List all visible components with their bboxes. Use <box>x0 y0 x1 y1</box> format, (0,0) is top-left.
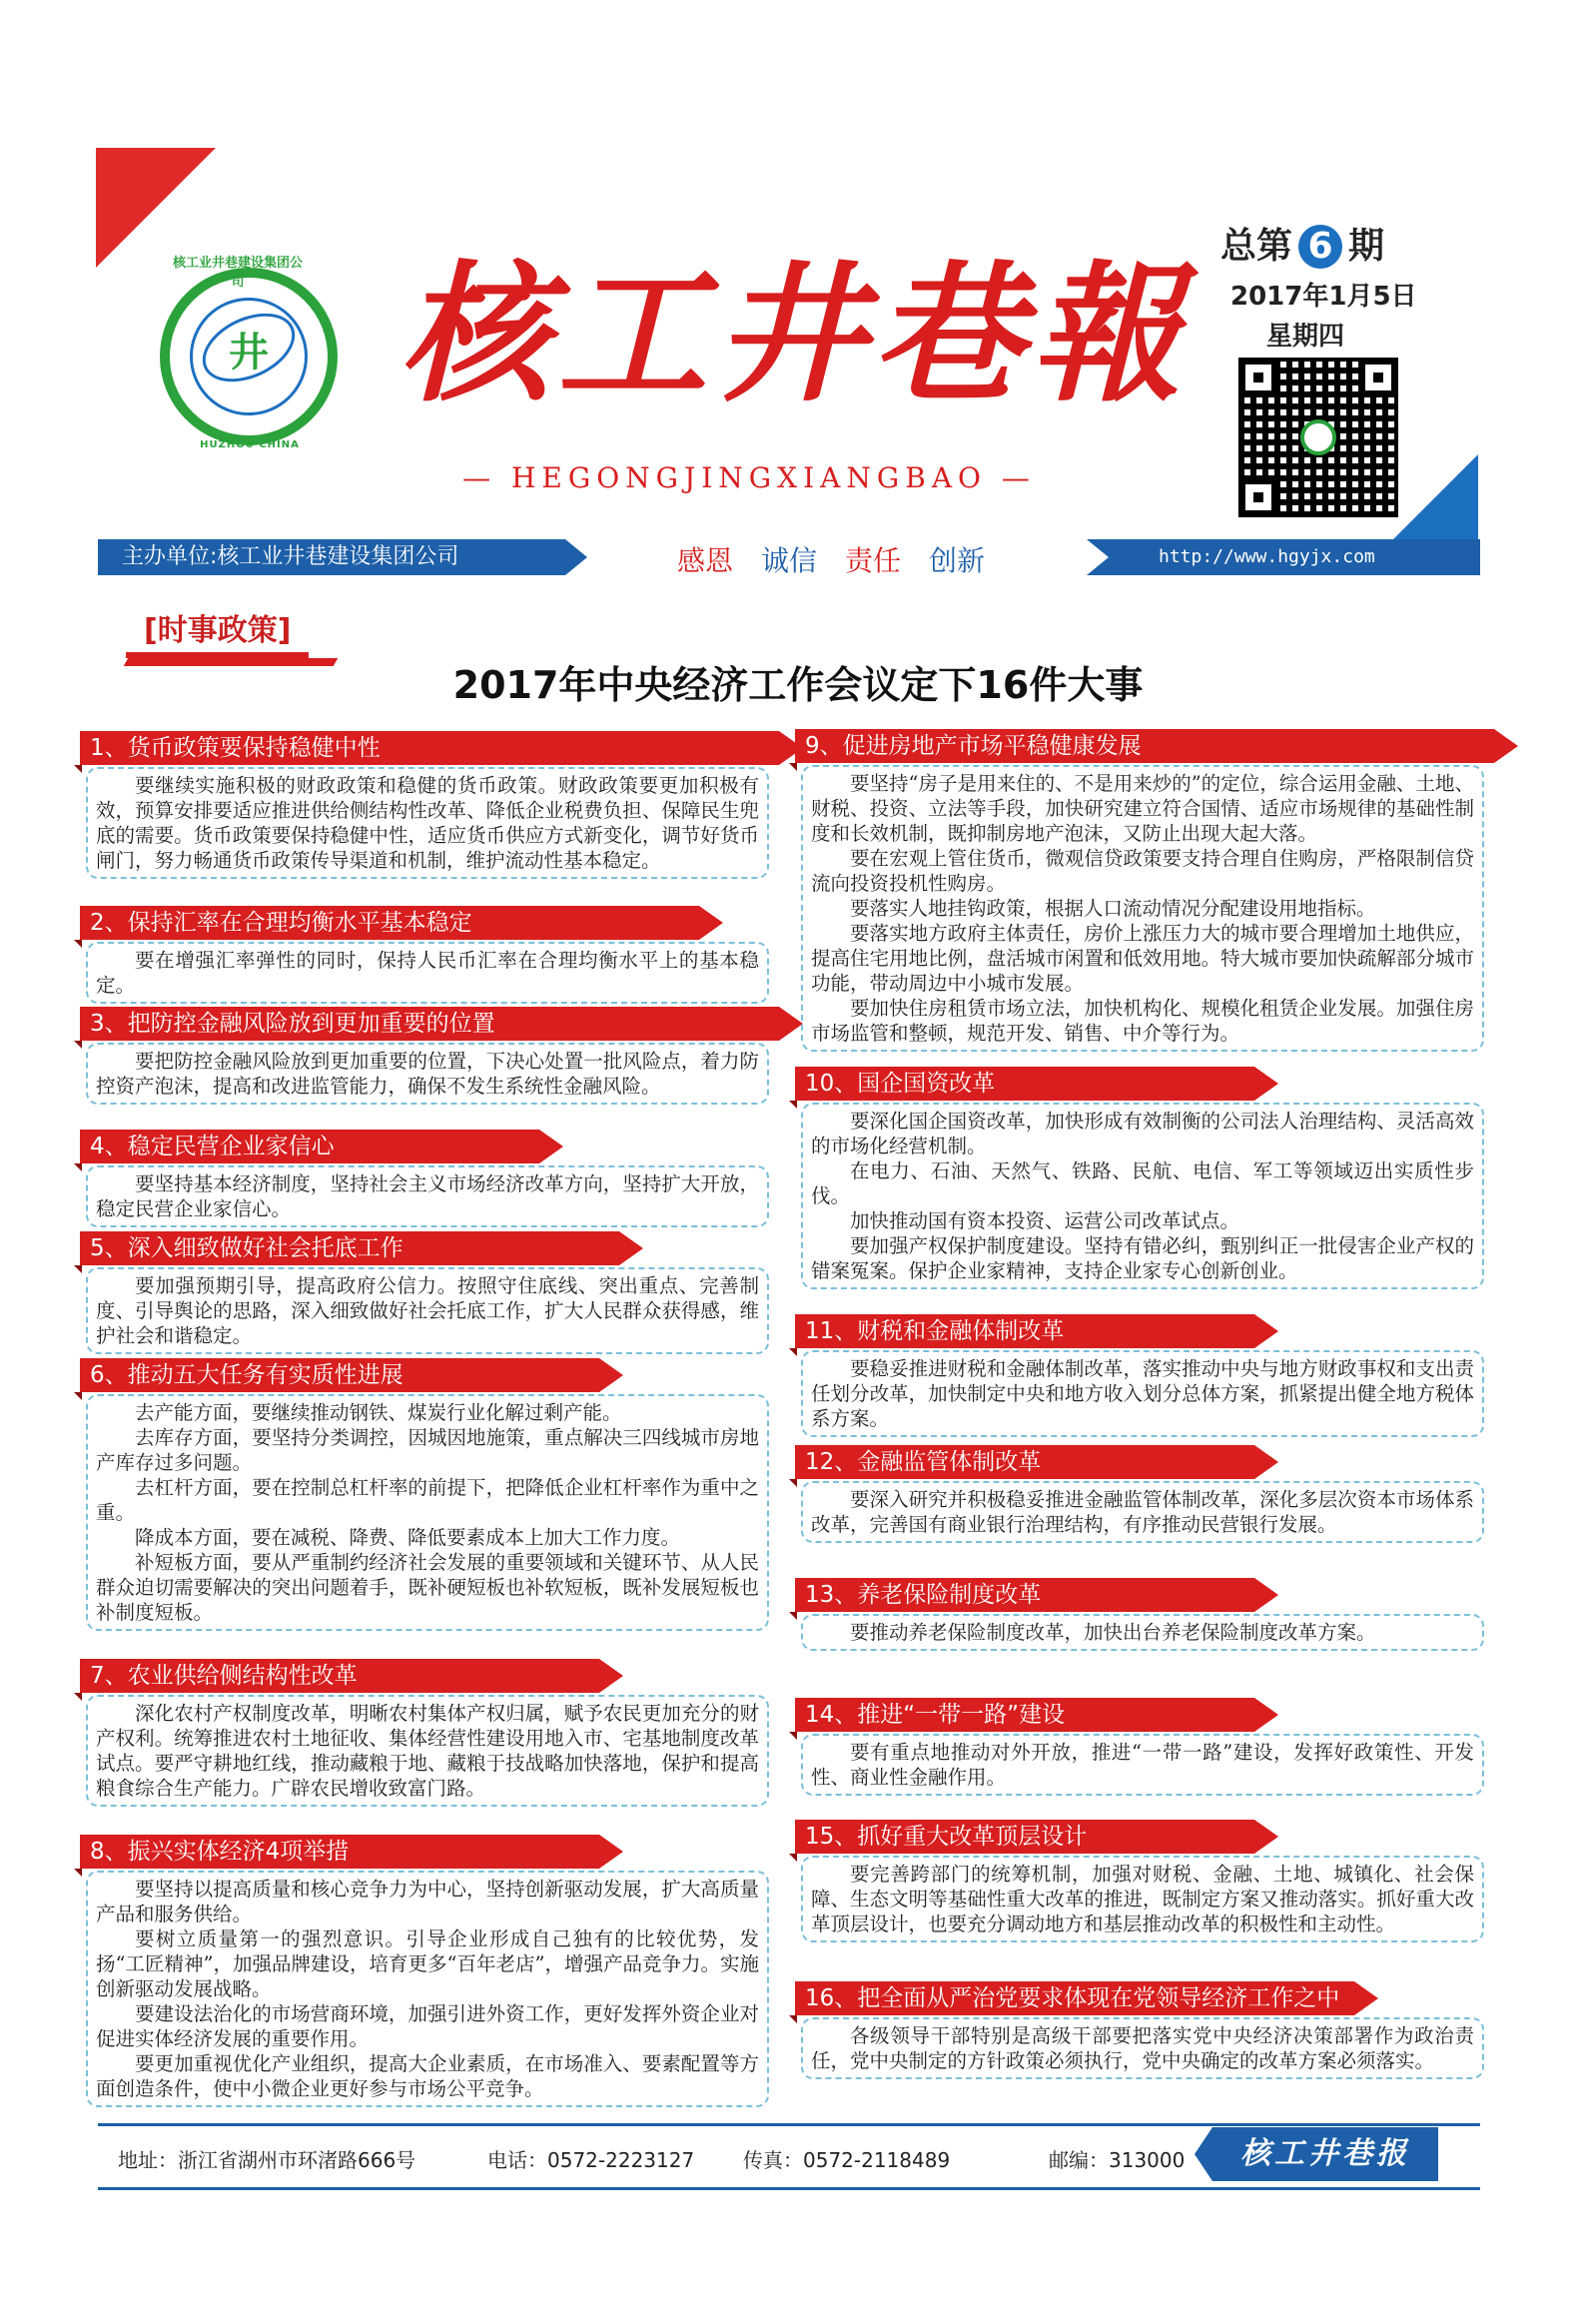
article-heading: 7、农业供给侧结构性改革 <box>80 1659 599 1693</box>
article-body <box>801 1614 1484 1651</box>
footer-postcode: 邮编：313000 <box>1049 2148 1186 2172</box>
article-body <box>801 1103 1484 1289</box>
article-paragraph: 补短板方面，要从严重制约经济社会发展的重要领域和关键环节、从人民群众迫切需要解决的突出问题着手，既补硬短板也补软短板，既补发展短板也补制度短板。 <box>96 1551 759 1624</box>
article-paragraph: 要在宏观上管住货币，微观信贷政策要支持合理自住购房，严格限制信贷流向投资投机性购房。 <box>811 847 1474 895</box>
article-heading: 5、深入细致做好社会托底工作 <box>80 1231 619 1265</box>
article-paragraph: 要坚持“房子是用来住的、不是用来炒的”的定位，综合运用金融、土地、财税、投资、立法等手段，加快研究建立符合国情、适应市场规律的基础性制度和长效机制，既抑制房地产泡沫，又防止出现大起大落。 <box>811 772 1474 845</box>
article-paragraph: 要坚持以提高质量和核心竞争力为中心，坚持创新驱动发展，扩大高质量产品和服务供给。 <box>96 1878 759 1925</box>
article-body <box>801 2017 1484 2079</box>
article-item <box>80 1007 769 1105</box>
article-body <box>86 767 769 879</box>
article-paragraph: 要更加重视优化产业组织，提高大企业素质，在市场准入、要素配置等方面创造条件，使中小微企业更好参与市场公平竞争。 <box>96 2052 759 2100</box>
article-body <box>86 942 769 1004</box>
article-item <box>80 1231 769 1354</box>
qr-code[interactable] <box>1238 358 1398 517</box>
article-heading: 4、稳定民营企业家信心 <box>80 1130 539 1163</box>
article-paragraph: 要加强产权保护制度建设。坚持有错必纠，甄别纠正一批侵害企业产权的错案冤案。保护企业家精神，支持企业家专心创新创业。 <box>811 1234 1474 1282</box>
article-item <box>795 1314 1484 1437</box>
article-item <box>80 1130 769 1227</box>
website-link[interactable]: http://www.hgyjx.com <box>1087 539 1480 575</box>
article-paragraph: 要加快住房租赁市场立法，加快机构化、规模化租赁企业发展。加强住房市场监管和整顿，规范开发、销售、中介等行为。 <box>811 997 1474 1045</box>
article-body <box>86 1695 769 1807</box>
sponsor-label: 主办单位:核工业井巷建设集团公司 <box>98 539 565 575</box>
article-body <box>86 1394 769 1631</box>
article-item <box>795 729 1484 1052</box>
article-paragraph: 要深入研究并积极稳妥推进金融监管体制改革，深化多层次资本市场体系改革，完善国有商业银行治理结构，有序推动民营银行发展。 <box>811 1488 1474 1536</box>
article-paragraph: 去杠杆方面，要在控制总杠杆率的前提下，把降低企业杠杆率作为重中之重。 <box>96 1476 759 1524</box>
article-heading: 10、国企国资改革 <box>795 1067 1254 1101</box>
corner-red-triangle <box>96 148 216 268</box>
article-body <box>86 1267 769 1354</box>
footer-bottom-divider <box>98 2187 1480 2190</box>
article-item <box>795 1445 1484 1543</box>
article-item <box>795 1981 1484 2079</box>
footer-fax: 传真：0572-2118489 <box>743 2148 951 2172</box>
article-heading: 2、保持汇率在合理均衡水平基本稳定 <box>80 906 699 940</box>
article-paragraph: 要落实地方政府主体责任，房价上涨压力大的城市要合理增加土地供应，提高住宅用地比例，盘活城市闲置和低效用地。特大城市要加快疏解部分城市功能，带动周边中小城市发展。 <box>811 922 1474 995</box>
article-paragraph: 要完善跨部门的统筹机制，加强对财税、金融、土地、城镇化、社会保障、生态文明等基础性重大改革的推进，既制定方案又推动落实。抓好重大改革顶层设计，也要充分调动地方和基层推动改革的积极性和主动性。 <box>811 1863 1474 1935</box>
article-paragraph: 加快推动国有资本投资、运营公司改革试点。 <box>850 1209 1240 1232</box>
article-paragraph: 在电力、石油、天然气、铁路、民航、电信、军工等领域迈出实质性步伐。 <box>811 1159 1474 1207</box>
article-body <box>801 765 1484 1052</box>
article-paragraph: 深化农村产权制度改革，明晰农村集体产权归属，赋予农民更加充分的财产权利。统筹推进农村土地征收、集体经营性建设用地入市、宅基地制度改革试点。要严守耕地红线，推动藏粮于地、藏粮于技战略加快落地，保护和提高粮食综合生产能力。广辟农民增收致富门路。 <box>96 1702 759 1800</box>
footer-address: 地址：浙江省湖州市环渚路666号 <box>118 2148 416 2172</box>
newspaper-title: 核工井巷報 <box>399 247 1190 422</box>
article-heading: 15、抓好重大改革顶层设计 <box>795 1820 1254 1854</box>
article-body <box>86 1165 769 1227</box>
masthead-banner <box>98 539 1480 575</box>
article-heading: 11、财税和金融体制改革 <box>795 1314 1254 1348</box>
footer-divider <box>98 2123 1480 2126</box>
article-item <box>80 1659 769 1807</box>
article-item <box>795 1698 1484 1796</box>
article-heading: 1、货币政策要保持稳健中性 <box>80 731 779 765</box>
article-item <box>80 731 769 879</box>
article-paragraph: 要深化国企国资改革，加快形成有效制衡的公司法人治理结构、灵活高效的市场化经营机制。 <box>811 1110 1474 1157</box>
company-logo: 井 核工业井巷建设集团公司 HUZHOU CHINA <box>160 268 338 445</box>
article-paragraph: 要稳妥推进财税和金融体制改革，落实推动中央与地方财政事权和支出责任划分改革，加快制定中央和地方收入划分总体方案，抓紧提出健全地方税体系方案。 <box>811 1357 1474 1430</box>
footer-brand: 核工井巷报 <box>1212 2127 1438 2181</box>
headline: 2017年中央经济工作会议定下16件大事 <box>452 663 1144 707</box>
article-paragraph: 要有重点地推动对外开放，推进“一带一路”建设，发挥好政策性、开发性、商业性金融作用。 <box>811 1741 1474 1789</box>
article-paragraph: 去库存方面，要坚持分类调控，因城因地施策，重点解决三四线城市房地产库存过多问题。 <box>96 1426 759 1474</box>
section-tag: [时事政策] <box>126 610 309 658</box>
article-paragraph: 各级领导干部特别是高级干部要把落实党中央经济决策部署作为政治责任，党中央制定的方针政策必须执行，党中央确定的改革方案必须落实。 <box>811 2024 1474 2072</box>
issue-number: 总第 6 期 <box>1220 226 1385 267</box>
article-item <box>80 906 769 1004</box>
article-paragraph: 降成本方面，要在减税、降费、降低要素成本上加大工作力度。 <box>135 1526 681 1549</box>
article-paragraph: 去产能方面，要继续推动钢铁、煤炭行业化解过剩产能。 <box>135 1401 622 1424</box>
article-body <box>86 1043 769 1105</box>
article-heading: 6、推动五大任务有实质性进展 <box>80 1358 599 1392</box>
article-body <box>801 1856 1484 1942</box>
article-body <box>86 1871 769 2107</box>
article-heading: 16、把全面从严治党要求体现在党领导经济工作之中 <box>795 1981 1354 2015</box>
article-item <box>80 1358 769 1631</box>
article-heading: 12、金融监管体制改革 <box>795 1445 1254 1479</box>
footer-phone: 电话：0572-2223127 <box>487 2148 695 2172</box>
article-heading: 9、促进房地产市场平稳健康发展 <box>795 729 1494 763</box>
article-paragraph: 要加强预期引导，提高政府公信力。按照守住底线、突出重点、完善制度、引导舆论的思路，深入细致做好社会托底工作，扩大人民群众获得感，维护社会和谐稳定。 <box>96 1274 759 1347</box>
article-item <box>80 1835 769 2107</box>
article-paragraph: 要建设法治化的市场营商环境，加强引进外资工作，更好发挥外资企业对促进实体经济发展的重要作用。 <box>96 2002 759 2050</box>
slogans: 感恩 诚信 责任 创新 <box>676 544 986 577</box>
article-heading: 13、养老保险制度改革 <box>795 1578 1254 1612</box>
issue-weekday: 星期四 <box>1266 322 1345 352</box>
article-paragraph: 要推动养老保险制度改革，加快出台养老保险制度改革方案。 <box>850 1621 1376 1644</box>
article-paragraph: 要坚持基本经济制度，坚持社会主义市场经济改革方向，坚持扩大开放，稳定民营企业家信心。 <box>96 1172 759 1220</box>
article-paragraph: 要在增强汇率弹性的同时，保持人民币汇率在合理均衡水平上的基本稳定。 <box>96 949 759 997</box>
article-heading: 14、推进“一带一路”建设 <box>795 1698 1254 1732</box>
article-item <box>795 1578 1484 1651</box>
article-paragraph: 要树立质量第一的强烈意识。引导企业形成自己独有的比较优势，发扬“工匠精神”，加强品牌建设，培育更多“百年老店”，增强产品竞争力。实施创新驱动发展战略。 <box>96 1927 759 2000</box>
article-heading: 8、振兴实体经济4项举措 <box>80 1835 599 1869</box>
article-body <box>801 1350 1484 1437</box>
issue-date: 2017年1月5日 <box>1230 282 1417 312</box>
article-body <box>801 1734 1484 1796</box>
article-item <box>795 1820 1484 1942</box>
article-body <box>801 1481 1484 1543</box>
article-paragraph: 要继续实施积极的财政政策和稳健的货币政策。财政政策要更加积极有效，预算安排要适应推进供给侧结构性改革、降低企业税费负担、保障民生兜底的需要。货币政策要保持稳健中性，适应货币供应方式新变化，调节好货币闸门，努力畅通货币政策传导渠道和机制，维护流动性基本稳定。 <box>96 774 759 872</box>
article-paragraph: 要把防控金融风险放到更加重要的位置，下决心处置一批风险点，着力防控资产泡沫，提高和改进监管能力，确保不发生系统性金融风险。 <box>96 1050 759 1098</box>
article-item <box>795 1067 1484 1289</box>
newspaper-pinyin: — HEGONGJINGXIANGBAO — <box>462 461 1036 494</box>
article-paragraph: 要落实人地挂钩政策，根据人口流动情况分配建设用地指标。 <box>850 897 1376 920</box>
article-heading: 3、把防控金融风险放到更加重要的位置 <box>80 1007 779 1041</box>
